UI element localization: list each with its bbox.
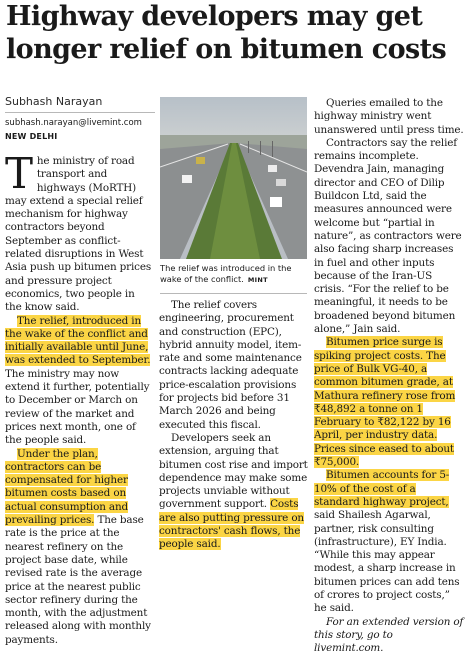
- headline: Highway developers may get longer relief on bitumen costs: [6, 1, 447, 65]
- paragraph: [5, 315, 154, 448]
- highlighted-text: Costs are also putting pressure on contractors' cash flows, the people said.: [159, 498, 304, 551]
- paragraph: Queries emailed to the highway ministry went unanswered until press time.: [314, 97, 464, 136]
- drop-cap: T: [5, 149, 33, 198]
- article-column-2: [159, 299, 309, 552]
- article-column-3: [314, 97, 464, 655]
- highlighted-text: Bitumen price surge is spiking project costs. The price of Bulk VG-40, a common bitumen grade, at Mathura refinery rose from ₹48,892 a tonne on 1 February to ₹82,122 by 16 April, per industry data. Prices since eased to about ₹75,000.: [314, 336, 456, 469]
- extended-version-note[interactable]: For an extended version of this story, go to livemint.com.: [314, 615, 464, 655]
- paragraph: [159, 432, 309, 552]
- paragraph: [5, 149, 154, 315]
- paragraph: The relief covers engineering, procurement and construction (EPC), hybrid annuity model, item-rate and some maintenance contracts lacking adequate price-escalation provisions for projects bid before 31 March 2026 and being executed this fiscal.: [159, 299, 302, 431]
- paragraph-text: The ministry may now extend it further, potentially to December or March on review of the market and prices next month, one of the people said.: [5, 367, 150, 447]
- photo-caption: [160, 263, 307, 286]
- highlighted-text: Bitumen accounts for 5-10% of the cost of a standard highway project,: [314, 469, 450, 508]
- paragraph-text: he ministry of road transport and highways (MoRTH) may extend a special relief mechanism for highway contractors beyond September as conflict-related disruptions in West Asia push up bitumen prices and pressure project economics, two people in the know said.: [5, 155, 152, 314]
- highway-illustration: [160, 97, 307, 259]
- paragraph-text: Developers seek an extension, arguing that bitumen cost rise and import dependence may make some projects unviable without government support.: [159, 431, 308, 511]
- paragraph-text: The base rate is the price at the nearest refinery on the project base date, while revised rate is the average price at the nearest public sector refinery during the month, with the adjustment released along with monthly payments.: [5, 514, 151, 646]
- highlighted-text: Under the plan, contractors can be compensated for higher bitumen costs based on actual consumption and prevailing prices.: [5, 447, 128, 527]
- byline-divider: [5, 112, 155, 113]
- paragraph: Contractors say the relief remains incomplete. Devendra Jain, managing director and CEO of Dilip Buildcon Ltd, said the measures announced were welcome but “partial in nature”, as contractors were also facing sharp increases in fuel and other inputs because of the Iran-US crisis. “For the relief to be meaningful, it needs to be broadened beyond bitumen alone,” Jain said.: [314, 136, 462, 336]
- paragraph: [314, 469, 464, 615]
- dateline: NEW DELHI: [5, 132, 58, 141]
- paragraph-text: said Shailesh Agarwal, partner, risk consulting (infrastructure), EY India. “While this may appear modest, a sharp increase in bitumen prices can add tens of crores to project costs,” he said.: [314, 509, 460, 615]
- byline: [5, 95, 155, 143]
- photo-credit: MINT: [247, 276, 268, 284]
- highway-photo: [160, 97, 307, 259]
- author-email[interactable]: subhash.narayan@livemint.com: [5, 118, 142, 128]
- highlighted-text: The relief, introduced in the wake of the conflict and initially available until June, was extended to September.: [5, 314, 151, 367]
- caption-text: The relief was introduced in the wake of the conflict.: [160, 263, 292, 284]
- caption-divider: [160, 293, 307, 294]
- article-column-1: [5, 149, 154, 647]
- paragraph: [5, 448, 154, 647]
- paragraph: [314, 336, 464, 469]
- author-name[interactable]: Subhash Narayan: [5, 95, 103, 108]
